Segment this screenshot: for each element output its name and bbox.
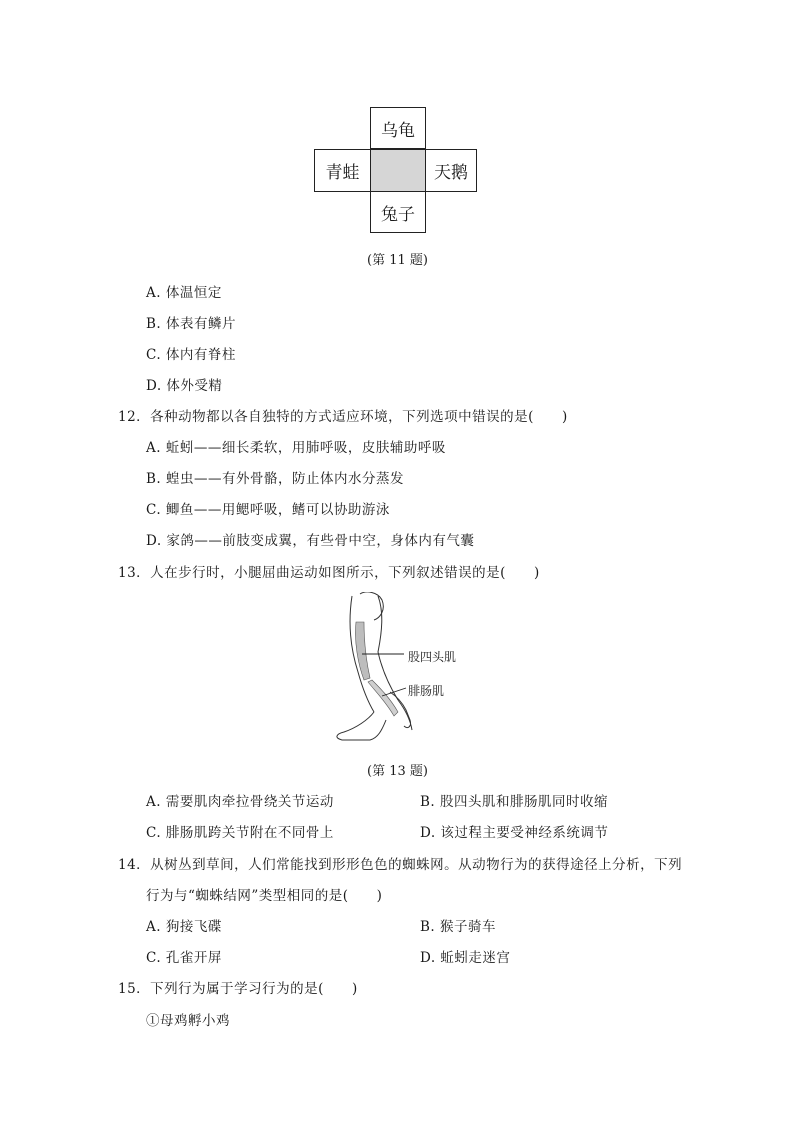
q11-option-b: B. 体表有鳞片 [146,316,237,332]
q13-caption: (第 13 题) [367,764,428,779]
q12-option-b: B. 蝗虫——有外骨骼，防止体内水分蒸发 [146,471,405,487]
q14-option-a: A. 狗接飞碟 [146,919,222,935]
figure-box-top: 乌龟 [370,107,426,149]
q11-option-a: A. 体温恒定 [146,285,222,301]
q13-stem: 13．人在步行时，小腿屈曲运动如图所示，下列叙述错误的是( ) [118,565,540,581]
figure-box-center [370,149,426,192]
q12-option-c: C. 鲫鱼——用鳃呼吸，鳍可以协助游泳 [146,502,390,518]
q14-option-b: B. 猴子骑车 [420,919,497,935]
q14-stem-line2: 行为与“蜘蛛结网”类型相同的是( ) [146,888,383,904]
q11-option-d: D. 体外受精 [146,378,223,394]
q15-stem: 15．下列行为属于学习行为的是( ) [118,981,358,997]
q12-option-d: D. 家鸽——前肢变成翼，有些骨中空，身体内有气囊 [146,533,475,549]
q13-option-b: B. 股四头肌和腓肠肌同时收缩 [420,794,609,810]
q12-option-a: A. 蚯蚓——细长柔软，用肺呼吸，皮肤辅助呼吸 [146,440,446,456]
q11-caption: (第 11 题) [367,253,428,268]
q13-option-a: A. 需要肌肉牵拉骨绕关节运动 [146,794,334,810]
leg-outline-front [378,596,398,700]
q13-option-c: C. 腓肠肌跨关节附在不同骨上 [146,825,334,841]
leg-muscle-figure [330,592,460,744]
figure-box-left: 青蛙 [314,149,371,192]
q12-stem: 12．各种动物都以各自独特的方式适应环境，下列选项中错误的是( ) [118,409,568,425]
q15-item-1: ①母鸡孵小鸡 [146,1013,230,1029]
gastrocnemius-muscle [368,680,398,716]
figure-box-bottom: 兔子 [370,191,426,233]
q13-option-d: D. 该过程主要受神经系统调节 [420,825,609,841]
q14-option-c: C. 孔雀开屏 [146,950,222,966]
q14-stem-line1: 14．从树丛到草间，人们常能找到形形色色的蜘蛛网。从动物行为的获得途径上分析，下列 [118,857,683,873]
figure-box-right: 天鹅 [425,149,477,192]
q11-option-c: C. 体内有脊柱 [146,347,236,363]
q14-option-d: D. 蚯蚓走迷宫 [420,950,511,966]
label-quadriceps: 股四头肌 [408,650,457,664]
label-gastrocnemius: 腓肠肌 [408,684,445,698]
